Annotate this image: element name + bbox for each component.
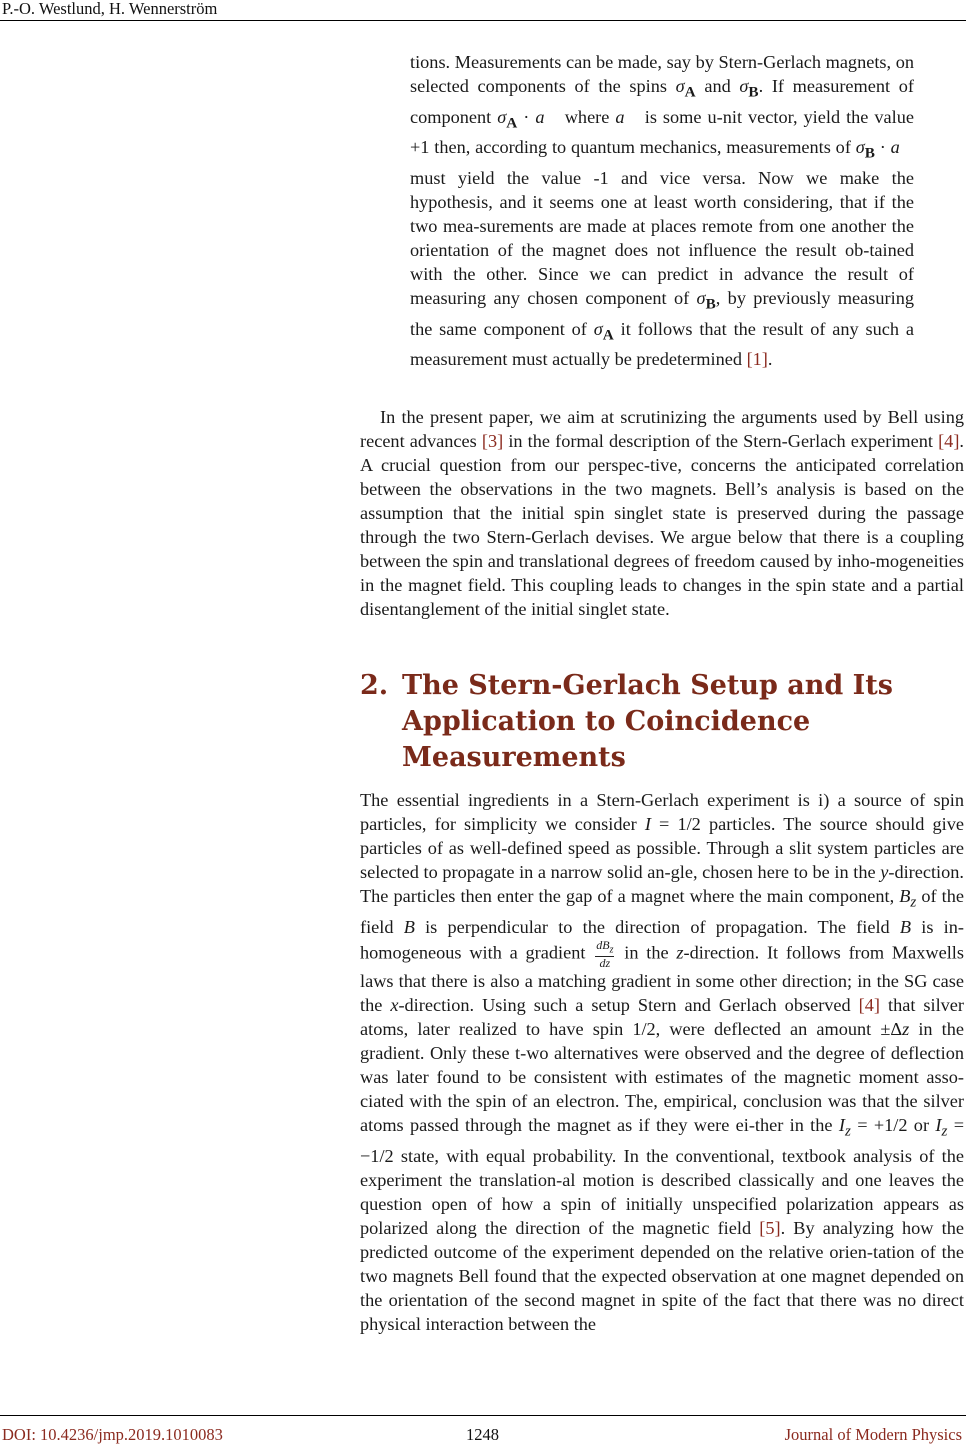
citation-link[interactable]: [4] bbox=[938, 431, 960, 451]
quote-text: must yield the value -1 and vice versa. Now we make the hypothesis, and it seems one at least worth considering, that if the two mea-surements are made at places remote from one another the orientation of the magnet does not influence the result ob-tained with the other. Since we can predict in advance the result of measuring any chosen component of bbox=[410, 167, 914, 308]
para-text: . By analyzing how the predicted outcome of the experiment depended on the relative orien-tation of the two magnets Bell found that the expected observation at one magnet depended on the orientation of the second magnet in spite of the fact that there was no direct physical interaction between the bbox=[360, 1217, 964, 1334]
para-text: . A crucial question from our perspec-tive, concerns the anticipated correlation between the observations in the two magnets. Bell’s analysis is based on the assumption that the initial spin singlet state is preserved during the passage through the two Stern-Gerlach devises. We argue below that there is a coupling between the spin and translational degrees of freedom caused by inho-mogeneities in the magnet field. This coupling leads to changes in the spin state and a partial disentanglement of the initial singlet state. bbox=[360, 431, 964, 619]
para-text: -direction. Using such a setup Stern and Gerlach observed bbox=[398, 995, 859, 1016]
frac-num-text: dB bbox=[596, 937, 610, 952]
para-text: state, with equal probability. In the conventional, textbook analysis of the experiment the translation-al motion is described classically and one leaves the question open of how a spin of initially unspecified polarization appears as polarized along the direction of the magnetic field bbox=[360, 1145, 964, 1238]
math-sigma: σ bbox=[675, 76, 685, 96]
frac-num-sub: z bbox=[609, 944, 614, 956]
math-z: z bbox=[902, 1019, 910, 1040]
fraction-denominator: dz bbox=[599, 956, 611, 971]
para-text: -direction. The particles then enter the gap of a magnet where the main component, bbox=[360, 862, 964, 906]
math-z: z bbox=[676, 942, 684, 963]
math-eq: = +1/2 bbox=[850, 1115, 908, 1136]
math-I: I bbox=[935, 1115, 942, 1136]
page-footer bbox=[0, 1415, 966, 1446]
math-sub: A bbox=[506, 114, 518, 132]
quote-text: . If measurement of component bbox=[410, 76, 914, 127]
citation-link[interactable]: [5] bbox=[759, 1217, 781, 1238]
para-text: in the bbox=[616, 942, 677, 963]
quote-text: where bbox=[558, 106, 616, 127]
quote-text: tions. Measurements can be made, say by Stern-Gerlach magnets, on selected components of the spins bbox=[410, 52, 914, 96]
math-I: I bbox=[644, 814, 651, 834]
section-heading bbox=[360, 668, 964, 776]
math-vec-a: a⃗ bbox=[890, 137, 914, 158]
math-y: y bbox=[880, 862, 889, 882]
para-text: -direction. It follows from Maxwells laws that there is also a matching gradient in some other direction; in the SG case the bbox=[360, 942, 964, 1016]
math-eq: = 1/2 bbox=[650, 814, 701, 834]
math-sigma: σ bbox=[696, 287, 706, 308]
para-text: in the formal description of the Stern-Gerlach experiment bbox=[503, 431, 939, 451]
math-sub: z bbox=[844, 1122, 851, 1140]
math-sub: B bbox=[705, 295, 716, 313]
math-vec-a: a⃗ bbox=[535, 106, 559, 127]
quote-text: it follows that the result of any such a measurement must actually be predetermined bbox=[410, 318, 914, 370]
section-number: 2. bbox=[360, 670, 389, 701]
para-text: is in-homogeneous with a gradient bbox=[360, 916, 964, 963]
body-paragraph-intro bbox=[360, 405, 964, 621]
para-text: or bbox=[907, 1115, 936, 1136]
math-pm-delta: ±Δ bbox=[880, 1019, 903, 1040]
math-vec-a: a⃗ bbox=[615, 106, 639, 127]
math-sigma: σ bbox=[855, 137, 865, 158]
footer-journal-link[interactable]: Journal of Modern Physics bbox=[784, 1425, 962, 1444]
math-eq: = −1/2 bbox=[360, 1115, 964, 1166]
section-title: The Stern-Gerlach Setup and Its Application to Coincidence Measurements bbox=[402, 670, 893, 773]
quote-text: and bbox=[695, 76, 740, 96]
para-text: The essential ingredients in a Stern-Gerlach experiment is i) a source of spin particles, for simplicity we consider bbox=[360, 790, 964, 834]
para-text: is perpendicular to the direction of propagation. The field bbox=[414, 916, 900, 937]
math-sub: A bbox=[602, 326, 614, 344]
math-B: B bbox=[403, 916, 415, 937]
quote-text: , by previously measuring the same component of bbox=[410, 287, 914, 339]
fraction-numerator bbox=[595, 939, 614, 957]
para-text: In the present paper, we aim at scrutinizing the arguments used by Bell using recent advances bbox=[360, 407, 964, 451]
quote-text: is some u-nit vector, yield the value +1 then, according to quantum mechanics, measurements of bbox=[410, 106, 914, 158]
math-sub: z bbox=[910, 893, 917, 911]
math-sub: z bbox=[941, 1122, 948, 1140]
citation-link[interactable]: [3] bbox=[481, 431, 504, 451]
math-sigma: σ bbox=[739, 76, 749, 96]
math-I: I bbox=[838, 1115, 845, 1136]
math-sigma: σ bbox=[593, 318, 603, 339]
quote-text: . bbox=[767, 349, 773, 370]
math-sub: A bbox=[684, 83, 696, 101]
math-dot: · bbox=[874, 137, 891, 158]
para-text: that silver atoms, later realized to have spin 1/2, were deflected an amount bbox=[360, 995, 964, 1040]
math-B: B bbox=[899, 886, 911, 906]
para-text: particles. The source should give particles of as well-defined speed as possible. Through a slit system particles are selected to propagate in a narrow solid an-gle, chosen here to be in the bbox=[360, 814, 964, 882]
math-x: x bbox=[390, 995, 399, 1016]
para-text: of the field bbox=[360, 886, 965, 937]
citation-link[interactable]: [4] bbox=[858, 995, 880, 1016]
header-authors: P.-O. Westlund, H. Wennerström bbox=[2, 0, 218, 18]
footer-page-number: 1248 bbox=[466, 1425, 499, 1444]
running-header bbox=[0, 0, 966, 21]
math-sigma: σ bbox=[497, 106, 507, 127]
math-fraction bbox=[595, 939, 614, 969]
math-sub: B bbox=[748, 83, 759, 101]
para-text: in the gradient. Only these t-wo alternatives were observed and the degree of deflection was later found to be consistent with estimates of the magnetic moment asso-ciated with the spin of an electron. The, empirical, conclusion was that the silver atoms passed through the magnet as if they were ei-ther in the bbox=[360, 1019, 964, 1136]
math-dot: · bbox=[517, 106, 536, 127]
citation-link[interactable]: [1] bbox=[746, 349, 768, 370]
body-paragraph-setup bbox=[360, 788, 964, 1336]
math-sub: B bbox=[864, 144, 875, 162]
block-quote bbox=[410, 50, 914, 371]
footer-doi-link[interactable]: DOI: 10.4236/jmp.2019.1010083 bbox=[2, 1425, 223, 1444]
math-B: B bbox=[899, 916, 912, 937]
